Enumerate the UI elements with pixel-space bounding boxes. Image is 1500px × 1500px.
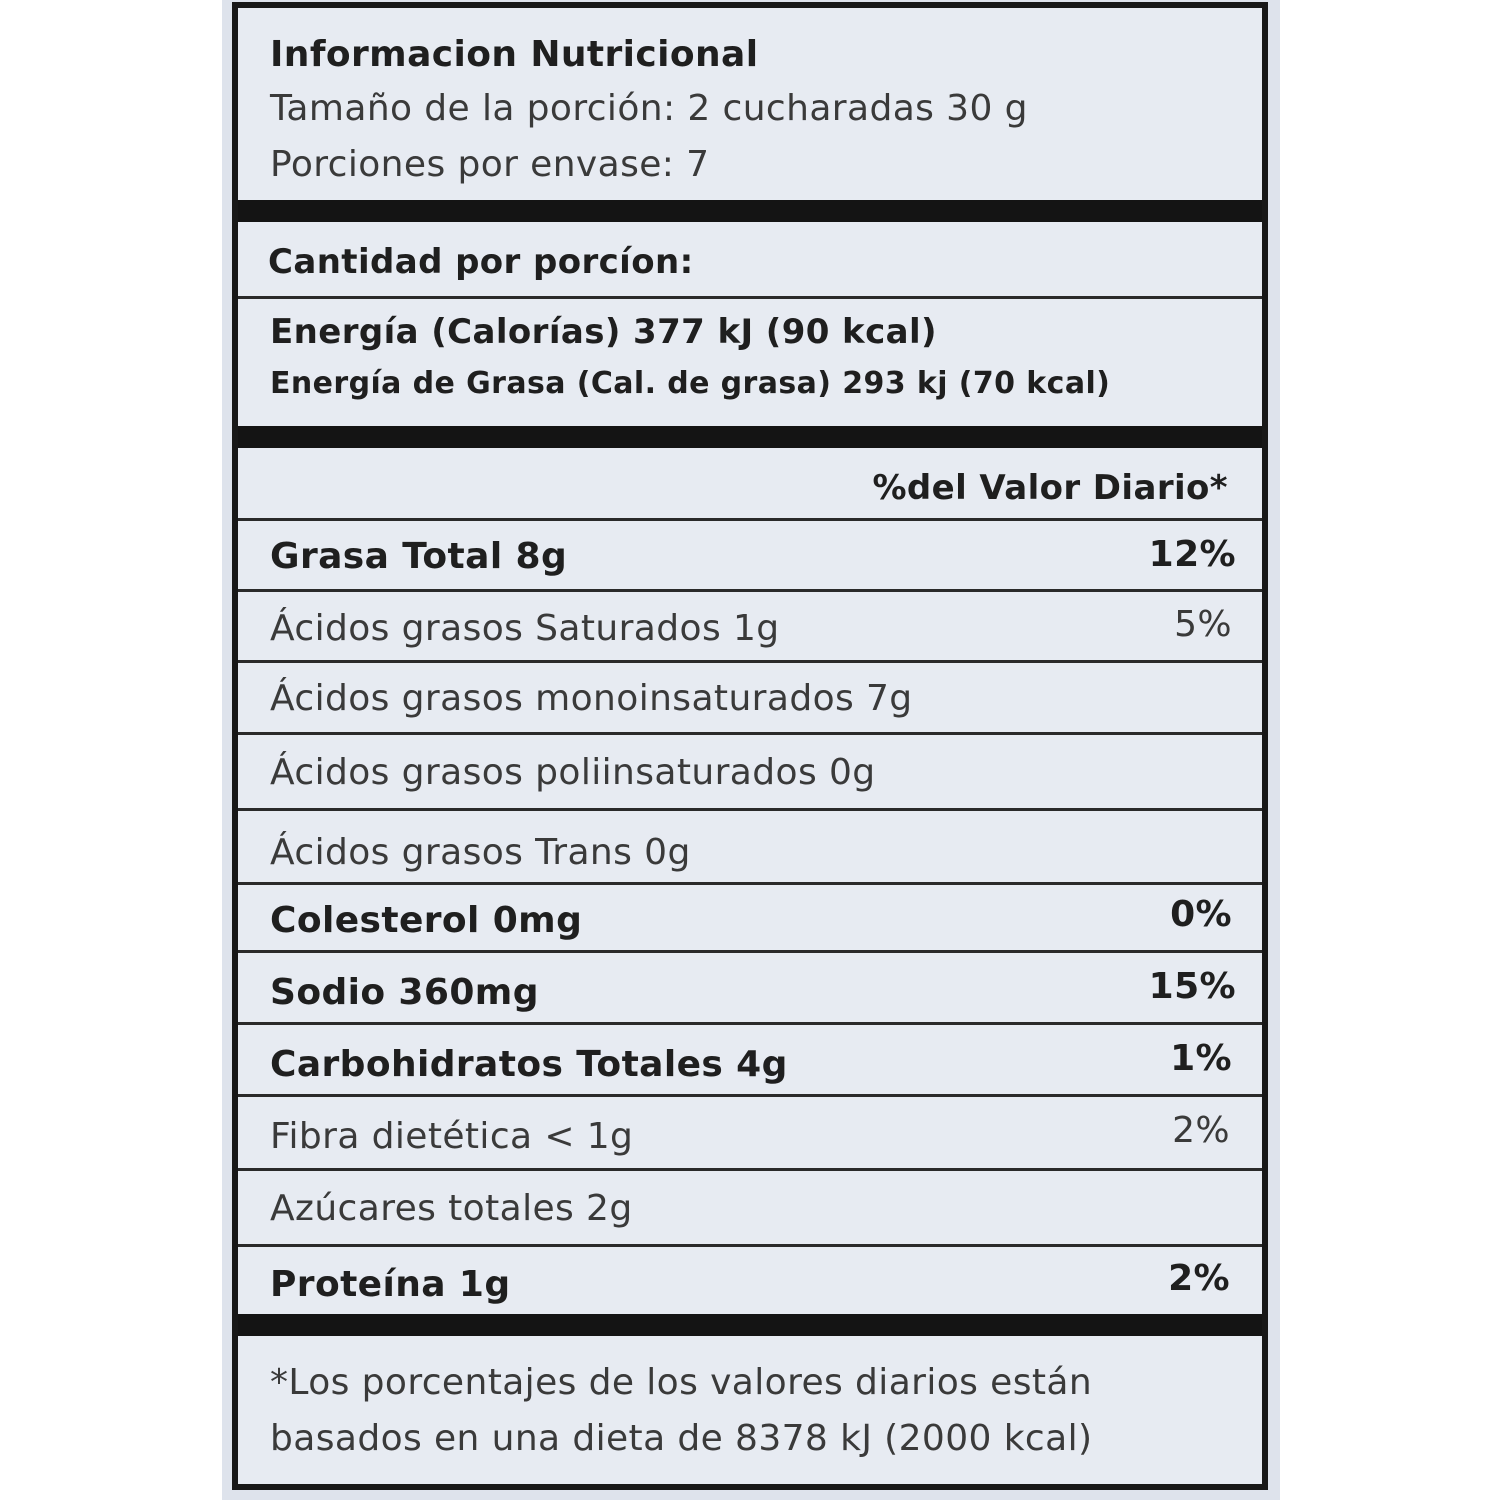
nutrient-name: Carbohidratos Totales 4g [270,1044,788,1085]
divider-thick [238,426,1262,448]
divider-thin [238,1022,1262,1025]
divider-thin [238,1168,1262,1171]
nutrient-name: Ácidos grasos poliinsaturados 0g [270,752,876,793]
nutrient-name: Ácidos grasos monoinsaturados 7g [270,678,913,719]
footnote-line-2: basados en una dieta de 8378 kJ (2000 kcal) [270,1418,1093,1459]
nutrient-pct: 2% [1172,1110,1230,1151]
nutrient-pct: 0% [1170,894,1232,935]
divider-thin [238,518,1262,521]
nutrient-name: Azúcares totales 2g [270,1188,633,1229]
divider-thin [238,296,1262,299]
energy-calories: Energía (Calorías) 377 kJ (90 kcal) [270,312,937,352]
divider-thin [238,882,1262,885]
nutrient-name: Proteína 1g [270,1264,511,1305]
nutrient-name: Ácidos grasos Saturados 1g [270,608,780,649]
divider-thin [238,1094,1262,1097]
divider-thin [238,950,1262,953]
nutrient-name: Sodio 360mg [270,972,539,1013]
nutrition-facts-label [232,2,1268,1490]
divider-thin [238,808,1262,811]
divider-thin [238,589,1262,592]
amount-per-serving: Cantidad por porcíon: [268,242,694,282]
label-title: Informacion Nutricional [270,34,759,75]
divider-thin [238,660,1262,663]
nutrient-pct: 15% [1148,966,1236,1007]
divider-thin [238,732,1262,735]
nutrient-name: Ácidos grasos Trans 0g [270,832,691,873]
divider-thick [238,200,1262,222]
divider-thin [238,1244,1262,1247]
nutrient-pct: 12% [1148,534,1236,575]
nutrient-pct: 1% [1170,1038,1232,1079]
nutrient-pct: 5% [1174,604,1232,645]
nutrient-name: Fibra dietética < 1g [270,1116,634,1157]
energy-fat-calories: Energía de Grasa (Cal. de grasa) 293 kj (70 kcal) [270,366,1111,401]
divider-thick [238,1314,1262,1336]
daily-value-header: %del Valor Diario* [872,468,1228,508]
footnote-line-1: *Los porcentajes de los valores diarios están [270,1362,1093,1403]
nutrient-name: Colesterol 0mg [270,900,583,941]
serving-size: Tamaño de la porción: 2 cucharadas 30 g [270,88,1028,129]
nutrient-name: Grasa Total 8g [270,536,568,577]
nutrient-pct: 2% [1168,1258,1230,1299]
servings-per-container: Porciones por envase: 7 [270,144,710,185]
